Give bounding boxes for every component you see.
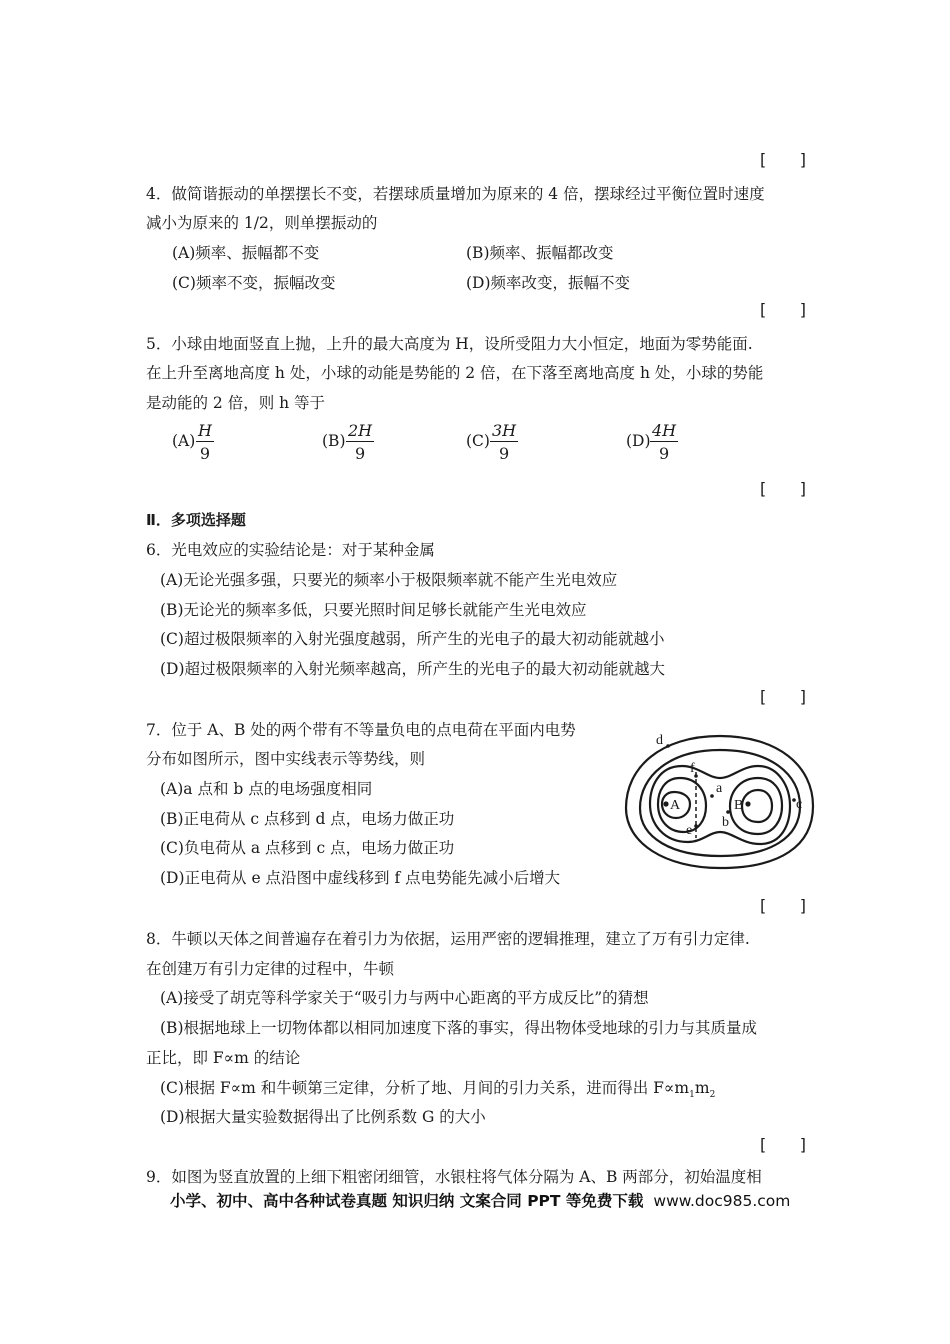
q4-option-b: (B)频率、振幅都改变 [466, 244, 614, 262]
q4-option-c: (C)频率不变，振幅改变 [172, 274, 336, 292]
charge-b-dot [745, 801, 750, 806]
answer-bracket-q6: [ ] [760, 687, 806, 706]
label-b: b [722, 815, 729, 830]
q8-option-c: (C)根据 F∝m 和牛顿第三定律，分析了地、月间的引力关系，进而得出 $F\propto m_1m_2$ [160, 1079, 716, 1101]
point-a-dot [710, 794, 714, 798]
q8-option-d: (D)根据大量实验数据得出了比例系数 G 的大小 [160, 1108, 486, 1126]
q7-option-a: (A)a 点和 b 点的电场强度相同 [160, 780, 373, 798]
equipotential-line-outer [626, 736, 813, 868]
label-A: A [670, 798, 681, 813]
q6-option-b: (B)无论光的频率多低，只要光照时间足够长就能产生光电效应 [160, 601, 587, 619]
q5-option-c-fraction [490, 423, 518, 462]
q5-option-d-numerator: 4H [652, 421, 677, 440]
label-d: d [656, 733, 663, 748]
q5-option-d-label: (D) [626, 432, 651, 450]
q8-option-b-line2: 正比，即 F∝m 的结论 [146, 1049, 301, 1067]
q5-option-c-numerator: 3H [492, 421, 517, 440]
footer-banner [170, 1189, 790, 1211]
q7-option-c: (C)负电荷从 a 点移到 c 点，电场力做正功 [160, 839, 455, 857]
label-e: e [686, 823, 693, 838]
point-f-dot [694, 774, 698, 778]
q7-option-d: (D)正电荷从 e 点沿图中虚线移到 f 点电势能先减小后增大 [160, 869, 561, 887]
q5-option-a-numerator: H [198, 421, 212, 440]
q5-option-c-denominator: 9 [498, 444, 510, 463]
footer-text: 小学、初中、高中各种试卷真题 知识归纳 文案合同 PPT 等免费下载 [170, 1192, 644, 1210]
q6-option-a: (A)无论光强多强，只要光的频率小于极限频率就不能产生光电效应 [160, 571, 618, 589]
point-d-dot [666, 744, 670, 748]
charge-a-dot [663, 801, 668, 806]
q6-option-d: (D)超过极限频率的入射光频率越高，所产生的光电子的最大初动能就越大 [160, 660, 666, 678]
q5-option-a-fraction [196, 423, 214, 462]
q5-option-b-numerator: 2H [348, 421, 373, 440]
answer-bracket-q8: [ ] [760, 1135, 806, 1154]
q5-option-a-denominator: 9 [199, 444, 211, 463]
answer-bracket-q3: [ ] [760, 150, 806, 169]
q5-option-a-label: (A) [172, 432, 196, 450]
q7-stem-line1: 7．位于 A、B 处的两个带有不等量负电的点电荷在平面内电势 [146, 721, 576, 739]
point-b-dot [726, 810, 730, 814]
q5-option-b-label: (B) [322, 432, 346, 450]
q8-option-a: (A)接受了胡克等科学家关于“吸引力与两中心距离的平方成反比”的猜想 [160, 989, 649, 1007]
q5-option-b-fraction [346, 423, 374, 462]
q5-stem-line2: 在上升至离地高度 h 处，小球的动能是势能的 2 倍，在下落至离地高度 h 处，小球的势能 [146, 364, 764, 382]
label-a: a [716, 781, 723, 796]
q7-stem-line2: 分布如图所示，图中实线表示等势线，则 [146, 750, 426, 768]
label-f: f [690, 761, 695, 776]
equipotential-figure [620, 728, 820, 878]
q4-stem-line1: 4．做简谐振动的单摆摆长不变，若摆球质量增加为原来的 4 倍，摆球经过平衡位置时速度 [146, 185, 765, 203]
q8-stem-line2: 在创建万有引力定律的过程中，牛顿 [146, 960, 395, 978]
answer-bracket-q4: [ ] [760, 300, 806, 319]
label-c: c [796, 797, 803, 812]
label-B: B [734, 798, 744, 813]
q5-option-c-label: (C) [466, 432, 490, 450]
q4-option-d: (D)频率改变，振幅不变 [466, 274, 631, 292]
q5-option-b-denominator: 9 [354, 444, 366, 463]
q5-stem-line1: 5．小球由地面竖直上抛，上升的最大高度为 H，设所受阻力大小恒定，地面为零势能面. [146, 335, 753, 353]
q6-stem: 6．光电效应的实验结论是：对于某种金属 [146, 541, 435, 559]
q5-stem-line3: 是动能的 2 倍，则 h 等于 [146, 394, 326, 412]
q7-option-b: (B)正电荷从 c 点移到 d 点，电场力做正功 [160, 810, 455, 828]
q5-option-d-denominator: 9 [658, 444, 670, 463]
q5-option-d-fraction [650, 423, 678, 462]
point-e-dot [694, 824, 698, 828]
q9-stem-line1: 9．如图为竖直放置的上细下粗密闭细管，水银柱将气体分隔为 A、B 两部分，初始温度相 [146, 1168, 762, 1186]
section-heading: Ⅱ．多项选择题 [146, 511, 246, 529]
q4-stem-line2: 减小为原来的 1/2，则单摆振动的 [146, 214, 378, 232]
q8-option-b-line1: (B)根据地球上一切物体都以相同加速度下落的事实，得出物体受地球的引力与其质量成 [160, 1019, 757, 1037]
footer-url[interactable]: www.doc985.com [653, 1192, 791, 1210]
answer-bracket-q5: [ ] [760, 479, 806, 498]
q8-stem-line1: 8．牛顿以天体之间普遍存在着引力为依据，运用严密的逻辑推理，建立了万有引力定律. [146, 930, 750, 948]
q4-option-a: (A)频率、振幅都不变 [172, 244, 320, 262]
q6-option-c: (C)超过极限频率的入射光强度越弱，所产生的光电子的最大初动能就越小 [160, 630, 665, 648]
answer-bracket-q7: [ ] [760, 896, 806, 915]
